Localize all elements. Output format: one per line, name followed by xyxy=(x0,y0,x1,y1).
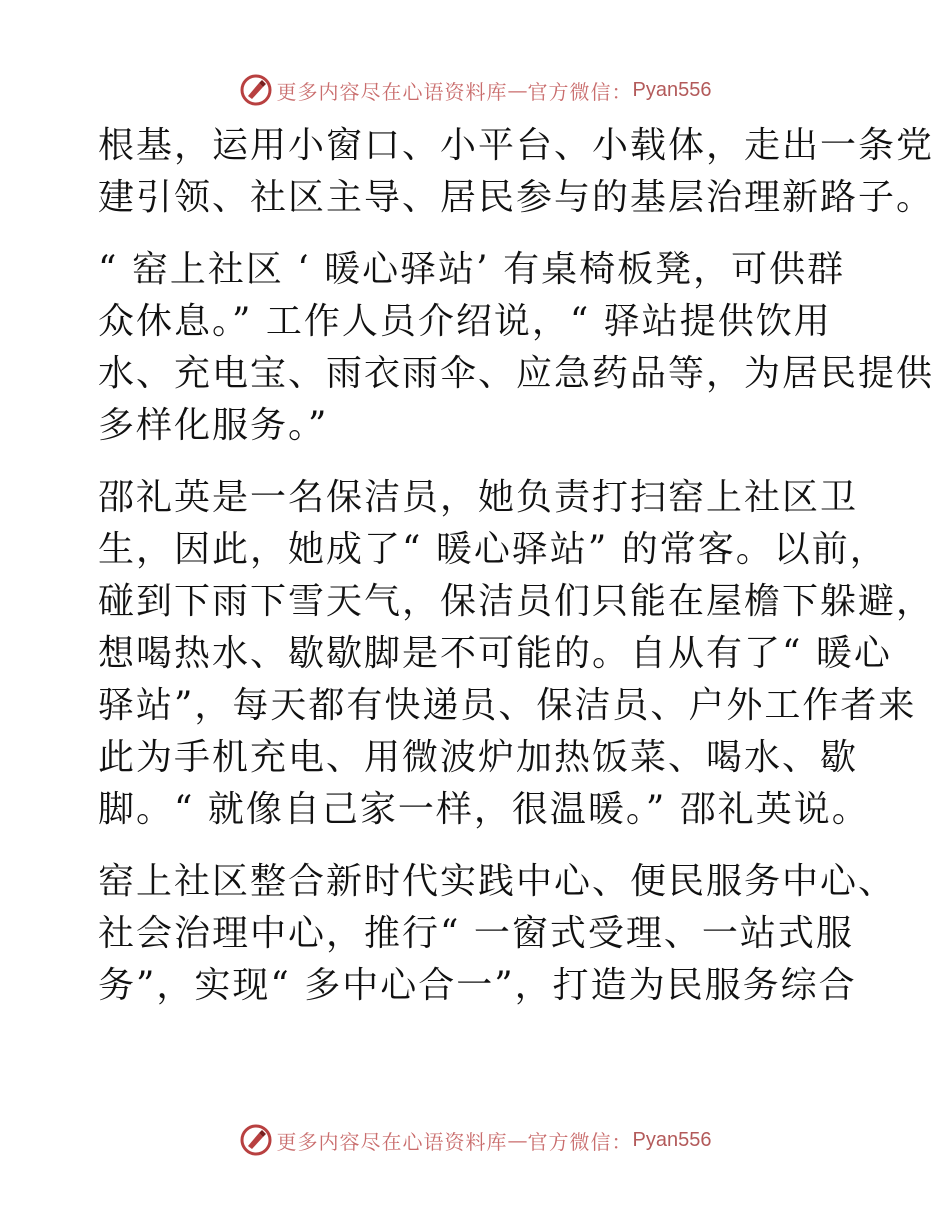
paragraph xyxy=(98,120,935,224)
watermark-text: 更多内容尽在心语资料库 xyxy=(276,1129,508,1154)
watermark-wechat-id: Pyan556 xyxy=(632,1128,712,1151)
text-line: 此为手机充电、用微波炉加热饭菜、喝水、歇 xyxy=(98,737,859,778)
watermark-suffix: 官方微信： xyxy=(527,1129,633,1154)
paragraph xyxy=(98,244,935,452)
text-line: 社会治理中心，推行“ 一窗式受理、一站式服 xyxy=(98,913,854,954)
text-line: 根基，运用小窗口、小平台、小载体，走出一条党 xyxy=(98,125,935,166)
watermark-suffix: 官方微信： xyxy=(527,79,633,104)
text-line: 生，因此，她成了“ 暖心驿站” 的常客。以前， xyxy=(98,529,888,570)
watermark-text: 更多内容尽在心语资料库 xyxy=(276,79,508,104)
text-line: 建引领、社区主导、居民参与的基层治理新路子。 xyxy=(98,177,935,218)
text-line: 众休息。” 工作人员介绍说，“ 驿站提供饮用 xyxy=(98,301,832,342)
text-line: 邵礼英是一名保洁员，她负责打扫窑上社区卫 xyxy=(98,477,859,518)
watermark-logo-icon xyxy=(239,73,273,107)
document-body xyxy=(98,120,935,1012)
watermark-logo-icon xyxy=(239,1123,273,1157)
text-line: “ 窑上社区 ‘ 暖心驿站’ 有桌椅板凳，可供群 xyxy=(98,249,846,290)
text-line: 窑上社区整合新时代实践中心、便民服务中心、 xyxy=(98,861,897,902)
text-line: 多样化服务。” xyxy=(98,405,329,446)
footer-watermark xyxy=(0,1120,950,1160)
text-line: 碰到下雨下雪天气，保洁员们只能在屋檐下躲避， xyxy=(98,581,935,622)
text-line: 脚。“ 就像自己家一样，很温暖。” 邵礼英说。 xyxy=(98,789,870,830)
watermark-separator: — xyxy=(507,1128,528,1152)
paragraph xyxy=(98,856,897,1012)
watermark-wechat-id: Pyan556 xyxy=(632,78,712,101)
paragraph xyxy=(98,472,935,836)
header-watermark xyxy=(0,70,950,110)
text-line: 想喝热水、歇歇脚是不可能的。自从有了“ 暖心 xyxy=(98,633,892,674)
text-line: 务”，实现“ 多中心合一”，打造为民服务综合 xyxy=(98,965,857,1006)
text-line: 水、充电宝、雨衣雨伞、应急药品等，为居民提供 xyxy=(98,353,935,394)
text-line: 驿站”，每天都有快递员、保洁员、户外工作者来 xyxy=(98,685,917,726)
watermark-separator: — xyxy=(507,78,528,102)
